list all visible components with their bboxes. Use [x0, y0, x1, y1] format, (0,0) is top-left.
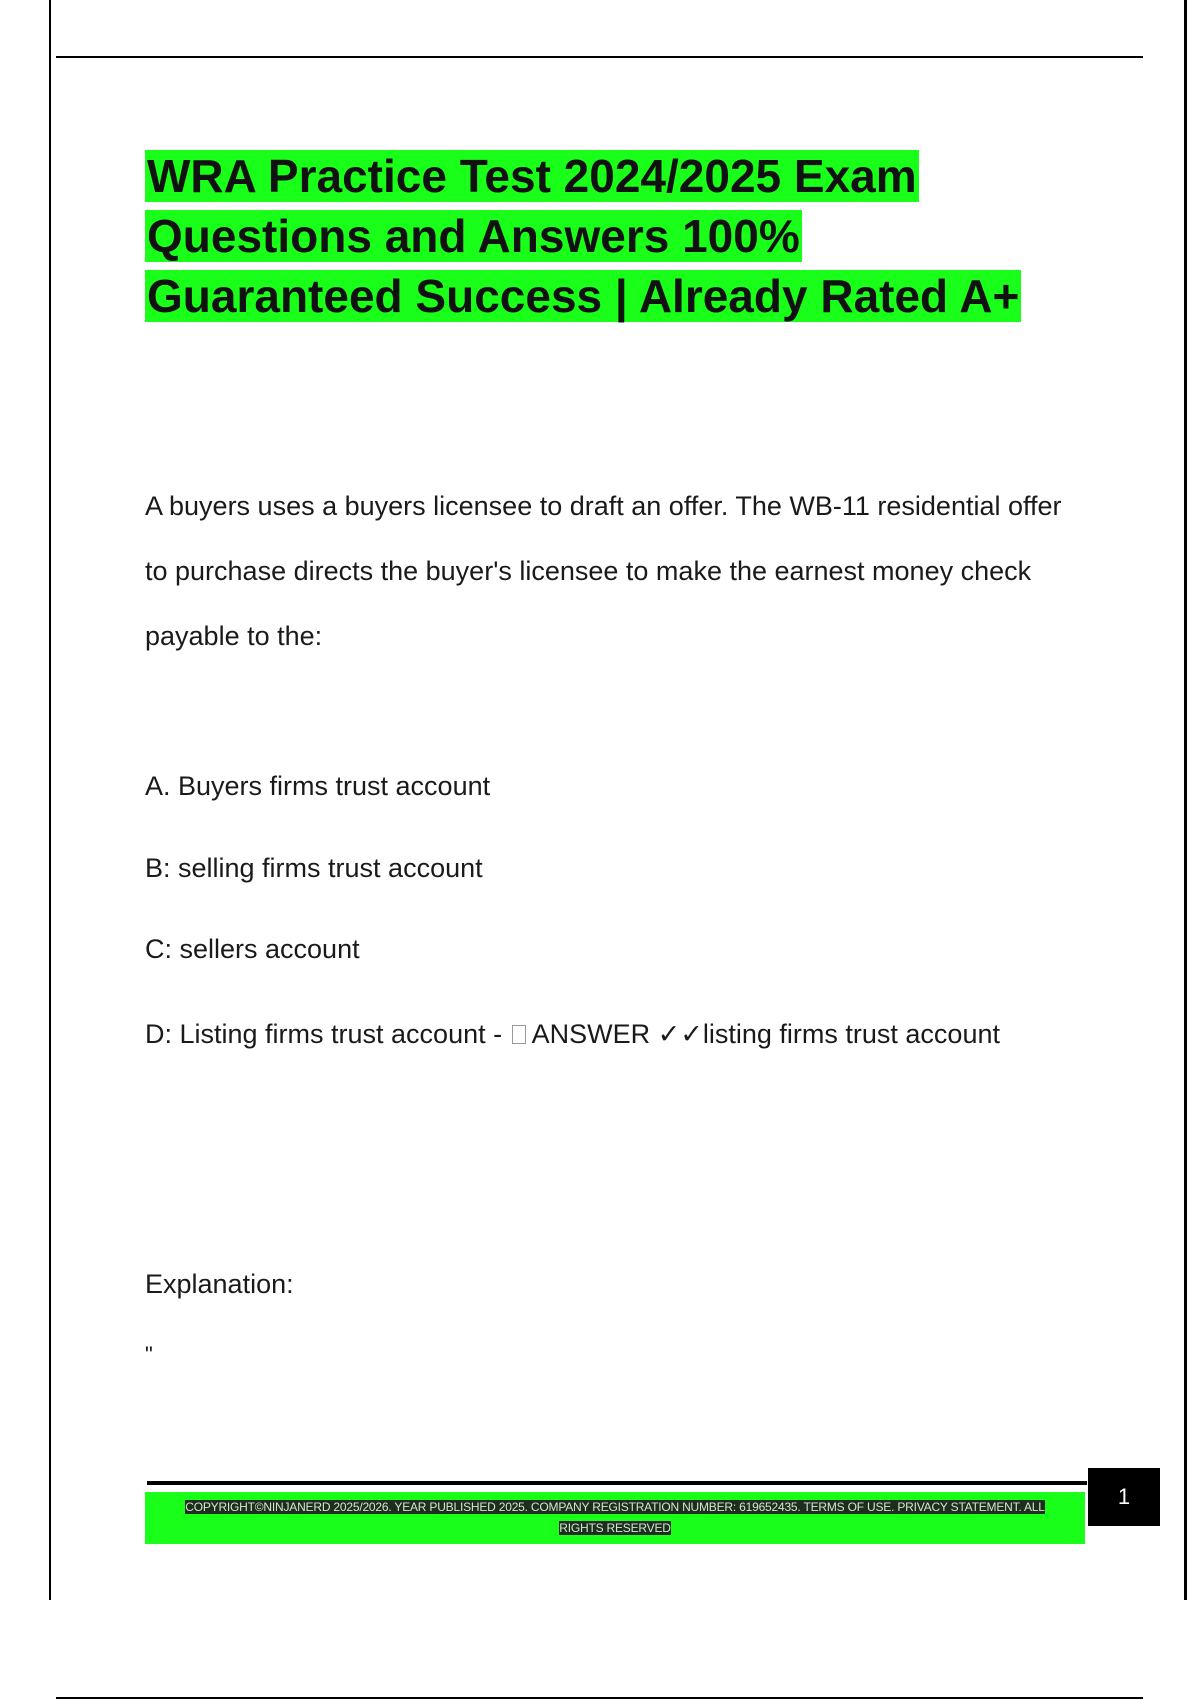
option-a: A. Buyers firms trust account	[145, 771, 491, 801]
footer-rule	[147, 1481, 1087, 1485]
answer-text: ANSWER ✓✓listing firms trust account	[531, 1019, 1000, 1049]
document-title	[145, 146, 1105, 326]
missing-glyph-box-icon	[512, 1025, 526, 1044]
option-b: B: selling firms trust account	[145, 853, 483, 883]
copyright-text: COPYRIGHT©NINJANERD 2025/2026. YEAR PUBLISHED 2025. COMPANY REGISTRATION NUMBER: 619652435. TERMS OF USE. PRIVACY STATEMENT. ALL RIGHTS RESERVED	[185, 1500, 1045, 1535]
copyright-notice	[170, 1497, 1060, 1539]
option-d	[145, 1016, 1000, 1052]
title-line-1: WRA Practice Test 2024/2025 Exam	[147, 150, 917, 202]
question-text: A buyers uses a buyers licensee to draft an offer. The WB-11 residential offer to purchase directs the buyer's licensee to make the earnest money check payable to the:	[145, 491, 1062, 651]
header-rule	[56, 56, 1143, 58]
title-line-3: Guaranteed Success | Already Rated A+	[147, 270, 1020, 322]
title-line-2: Questions and Answers 100%	[147, 210, 800, 262]
page-border-left	[49, 0, 51, 1600]
footer-band	[145, 1492, 1085, 1544]
explanation-label: Explanation:	[145, 1269, 294, 1299]
option-d-text: D: Listing firms trust account -	[145, 1019, 503, 1049]
page-number: 1	[1088, 1468, 1160, 1526]
explanation-body: "	[145, 1342, 153, 1367]
page-border-right	[1184, 0, 1187, 1600]
option-c: C: sellers account	[145, 934, 360, 964]
next-page-rule	[56, 1697, 1143, 1699]
